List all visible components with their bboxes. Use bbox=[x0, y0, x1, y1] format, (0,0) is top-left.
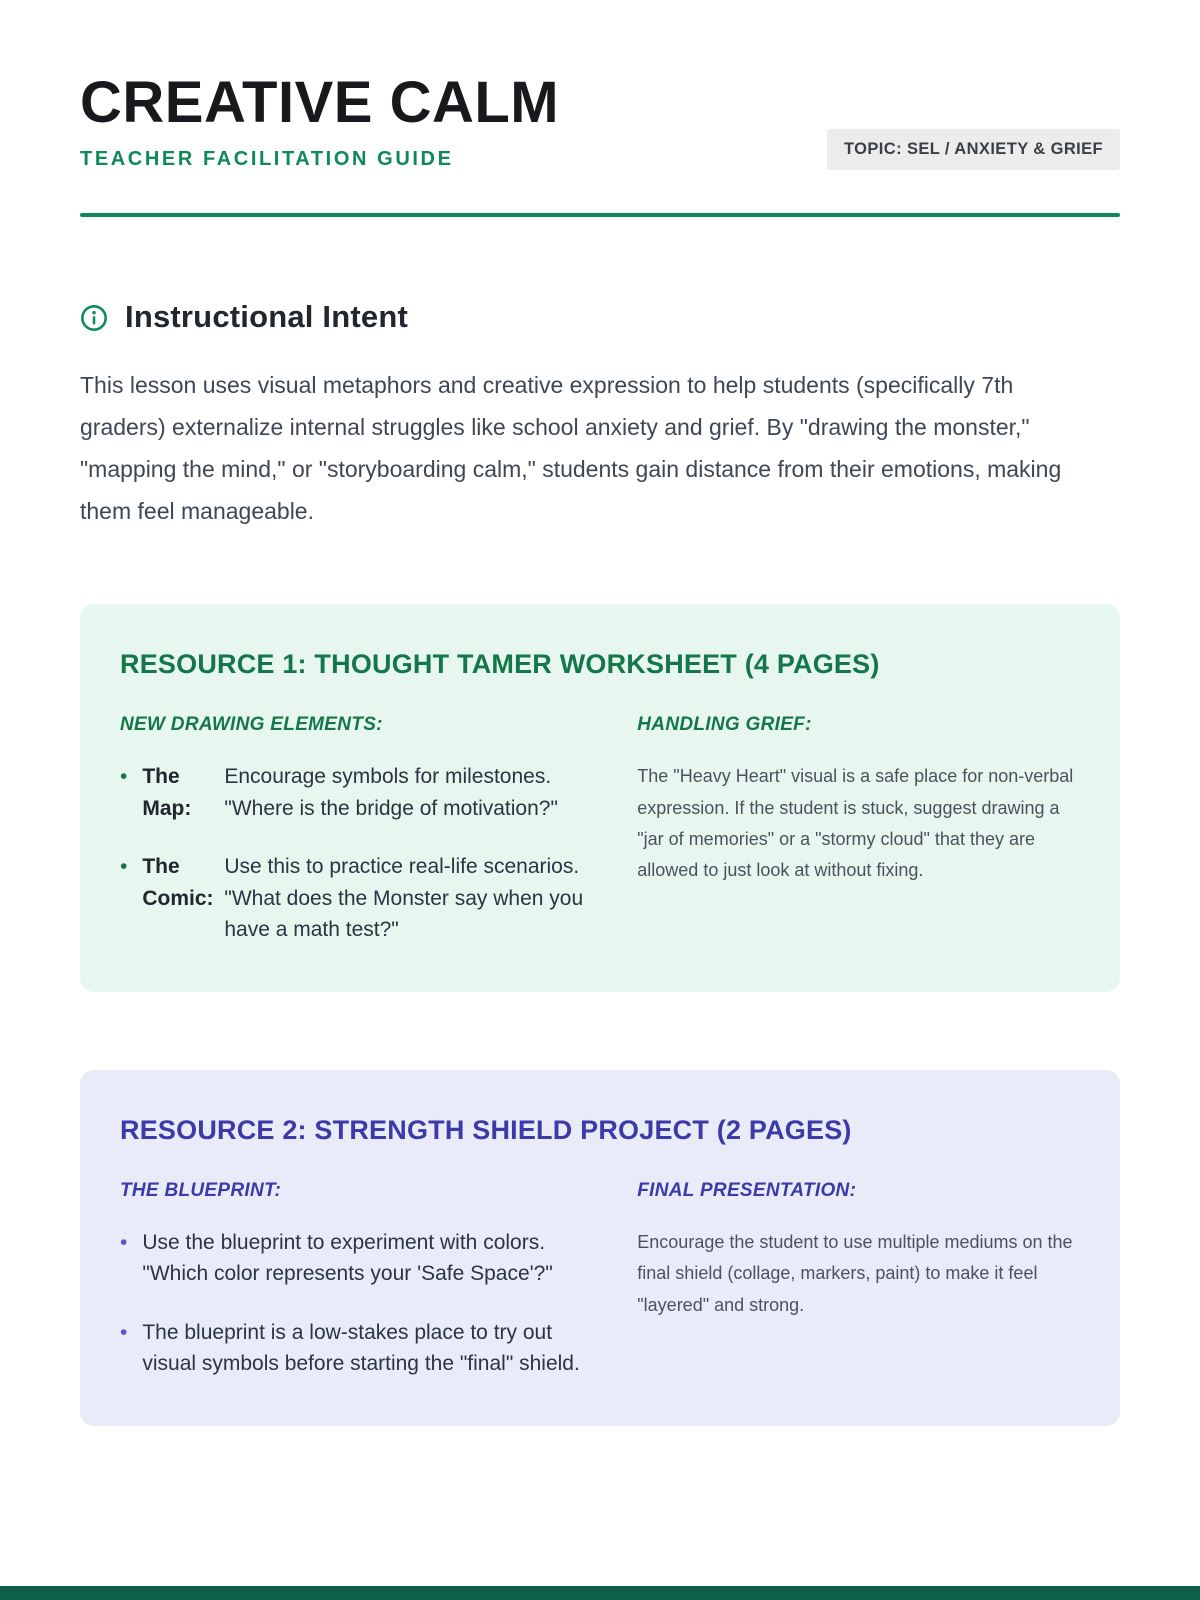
resource-2-card bbox=[80, 1070, 1120, 1426]
handling-grief-heading: HANDLING GRIEF: bbox=[637, 714, 812, 736]
resource-2-left-column bbox=[120, 1180, 589, 1380]
list-item-text: Encourage symbols for milestones. "Where is the bridge of motivation?" bbox=[224, 765, 558, 820]
handling-grief-body: The "Heavy Heart" visual is a safe place for non-verbal expression. If the student is stuck, suggest drawing a "jar of memories" or a "stormy cloud" that they are allowed to just look at without fixing. bbox=[637, 766, 1074, 881]
list-item bbox=[120, 1317, 589, 1380]
bullet-icon: • bbox=[120, 1320, 128, 1344]
list-item-text: Use the blueprint to experiment with colors. "Which color represents your 'Safe Space'?" bbox=[142, 1230, 553, 1286]
info-icon bbox=[80, 304, 108, 332]
list-item-text: The blueprint is a low-stakes place to try out visual symbols before starting the "final" shield. bbox=[142, 1320, 580, 1376]
blueprint-heading: THE BLUEPRINT: bbox=[120, 1179, 282, 1201]
intent-body: This lesson uses visual metaphors and creative expression to help students (specifically 7th graders) externalize internal struggles like school anxiety and grief. By "drawing the monster," "mapping the mind," or "storyboarding calm," students gain distance from their emotions, making them feel manageable. bbox=[80, 372, 1062, 524]
resource-1-title: RESOURCE 1: THOUGHT TAMER WORKSHEET (4 PAGES) bbox=[120, 649, 880, 680]
intent-heading: Instructional Intent bbox=[125, 299, 408, 334]
bullet-icon: • bbox=[120, 765, 128, 789]
resource-1-columns bbox=[120, 714, 1080, 946]
title-block bbox=[80, 70, 560, 171]
final-presentation-heading: FINAL PRESENTATION: bbox=[637, 1179, 857, 1201]
resource-2-columns bbox=[120, 1180, 1080, 1380]
bullet-icon: • bbox=[120, 855, 128, 879]
list-item-text: Use this to practice real-life scenarios. "What does the Monster say when you have a math test?" bbox=[224, 855, 584, 942]
resource-2-title: RESOURCE 2: STRENGTH SHIELD PROJECT (2 PAGES) bbox=[120, 1114, 852, 1145]
bullet-icon: • bbox=[120, 1230, 128, 1254]
list-item bbox=[120, 851, 589, 946]
drawing-elements-heading: NEW DRAWING ELEMENTS: bbox=[120, 714, 383, 736]
resource-1-card bbox=[80, 604, 1120, 992]
divider bbox=[80, 213, 1120, 217]
resource-1-right-column bbox=[637, 714, 1080, 946]
list-item-term: The Comic: bbox=[142, 855, 214, 910]
final-presentation-body: Encourage the student to use multiple mediums on the final shield (collage, markers, paint) to make it feel "layered" and strong. bbox=[637, 1231, 1073, 1315]
footer-bar bbox=[0, 1586, 1200, 1600]
intent-heading-row bbox=[80, 299, 1120, 335]
resource-2-right-column bbox=[637, 1180, 1080, 1380]
page-subtitle: TEACHER FACILITATION GUIDE bbox=[80, 148, 454, 170]
header bbox=[80, 70, 1120, 171]
instructional-intent-section bbox=[80, 299, 1120, 532]
page-title: CREATIVE CALM bbox=[80, 70, 560, 135]
topic-badge: TOPIC: SEL / ANXIETY & GRIEF bbox=[827, 129, 1120, 170]
list-item bbox=[120, 761, 589, 824]
list-item-term: The Map: bbox=[142, 765, 192, 820]
list-item bbox=[120, 1227, 589, 1290]
resource-1-left-column bbox=[120, 714, 589, 946]
